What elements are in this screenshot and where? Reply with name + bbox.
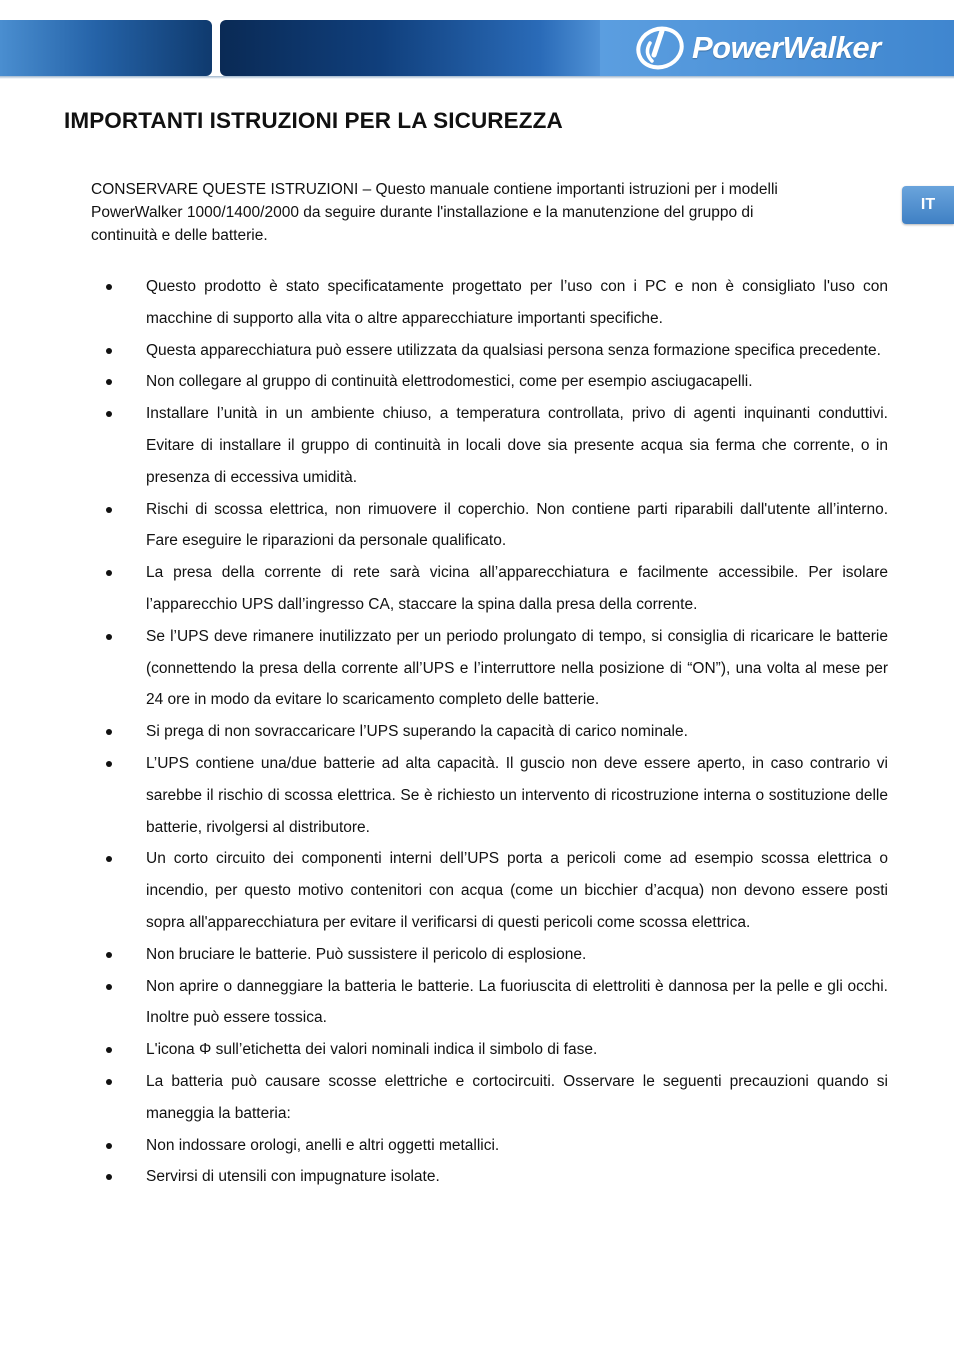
list-item (0, 621, 888, 716)
bullet-icon (106, 1079, 112, 1085)
safety-instructions-list (0, 271, 888, 1193)
powerwalker-logo (632, 25, 881, 71)
bullet-icon (106, 570, 112, 576)
bullet-icon (106, 761, 112, 767)
header-band-middle (220, 20, 620, 76)
list-item (0, 843, 888, 938)
list-item (0, 398, 888, 493)
header-band-shadow (0, 76, 954, 79)
bullet-icon (106, 507, 112, 513)
bullet-icon (106, 1174, 112, 1180)
list-item (0, 557, 888, 621)
list-item (0, 366, 888, 398)
list-item-text: Installare l’unità in un ambiente chiuso, a temperatura controllata, privo di agenti inquinanti conduttivi. Evitare di installare il gruppo di continuità in locali dove sia presente acqua sia ferma che corrente, o in presenza di eccessiva umidità. (146, 405, 888, 486)
bullet-icon (106, 1143, 112, 1149)
list-item (0, 748, 888, 843)
list-item (0, 716, 888, 748)
list-item (0, 1161, 888, 1193)
list-item-text: Non indossare orologi, anelli e altri oggetti metallici. (146, 1136, 500, 1154)
bullet-icon (106, 348, 112, 354)
header-band-left (0, 20, 212, 76)
list-item-text: La batteria può causare scosse elettriche e cortocircuiti. Osservare le seguenti precauzioni quando si maneggia la batteria: (146, 1072, 888, 1122)
bullet-icon (106, 856, 112, 862)
bullet-icon (106, 952, 112, 958)
list-item (0, 1034, 888, 1066)
list-item (0, 939, 888, 971)
list-item-text: Si prega di non sovraccaricare l’UPS superando la capacità di carico nominale. (146, 723, 688, 741)
bullet-icon (106, 411, 112, 417)
bullet-icon (106, 1047, 112, 1053)
list-item-text: L’UPS contiene una/due batterie ad alta capacità. Il guscio non deve essere aperto, in caso contrario vi sarebbe il rischio di scossa elettrica. Se è richiesto un intervento di ricostruzione interna o sostituzione delle batterie, rivolgersi al distributore. (146, 754, 888, 836)
bullet-icon (106, 379, 112, 385)
list-item (0, 335, 888, 367)
power-symbol-icon (632, 25, 690, 71)
intro-paragraph: CONSERVARE QUESTE ISTRUZIONI – Questo manuale contiene importanti istruzioni per i modelli PowerWalker 1000/1400/2000 da seguire durante l'installazione e la manutenzione del gruppo di continuità e delle batterie. (91, 181, 778, 244)
list-item-text: Non aprire o danneggiare la batteria le batterie. La fuoriuscita di elettroliti è dannosa per la pelle e gli occhi. Inoltre può essere tossica. (146, 977, 888, 1027)
list-item-text: Se l’UPS deve rimanere inutilizzato per un periodo prolungato di tempo, si consiglia di ricaricare le batterie (connettendo la presa della corrente all’UPS e l’interruttore nella posizione di “ON”), una volta al mese per 24 ore in modo da evitare lo scaricamento completo delle batterie. (146, 627, 888, 709)
list-item-text: L'icona Φ sull’etichetta dei valori nominali indica il simbolo di fase. (146, 1041, 598, 1059)
bullet-icon (106, 729, 112, 735)
list-item-text: Servirsi di utensili con impugnature isolate. (146, 1168, 440, 1186)
list-item (0, 1066, 888, 1130)
list-item-text: Non collegare al gruppo di continuità elettrodomestici, come per esempio asciugacapelli. (146, 373, 753, 391)
list-item (0, 271, 888, 335)
list-item-text: Questa apparecchiatura può essere utilizzata da qualsiasi persona senza formazione specifica precedente. (146, 341, 881, 359)
bullet-icon (106, 984, 112, 990)
page-title: IMPORTANTI ISTRUZIONI PER LA SICUREZZA (64, 108, 563, 133)
list-item-text: Un corto circuito dei componenti interni dell’UPS porta a pericoli come ad esempio scossa elettrica o incendio, per questo motivo contenitori con acqua (come un bicchier d’acqua) non devono essere posti sopra all'apparecchiatura per evitare il verificarsi di questi pericoli come scossa elettrica. (146, 850, 888, 931)
bullet-icon (106, 634, 112, 640)
list-item (0, 494, 888, 558)
list-item-text: Non bruciare le batterie. Può sussistere il pericolo di esplosione. (146, 945, 587, 963)
brand-name: PowerWalker (692, 30, 881, 65)
list-item-text: La presa della corrente di rete sarà vicina all’apparecchiatura e facilmente accessibile. Per isolare l’apparecchio UPS dall’ingresso CA, staccare la spina dalla presa della corrente. (146, 564, 888, 613)
list-item-text: Questo prodotto è stato specificatamente progettato per l’uso con i PC e non è consigliato l'uso con macchine di supporto alla vita o altre apparecchiature importanti specifiche. (146, 278, 888, 327)
list-item (0, 1130, 888, 1162)
bullet-icon (106, 284, 112, 290)
header-band (0, 20, 954, 78)
list-item (0, 971, 888, 1035)
list-item-text: Rischi di scossa elettrica, non rimuovere il coperchio. Non contiene parti riparabili dall'utente all’interno. Fare eseguire le riparazioni da personale qualificato. (146, 500, 888, 550)
language-tab-it[interactable]: IT (902, 186, 954, 224)
